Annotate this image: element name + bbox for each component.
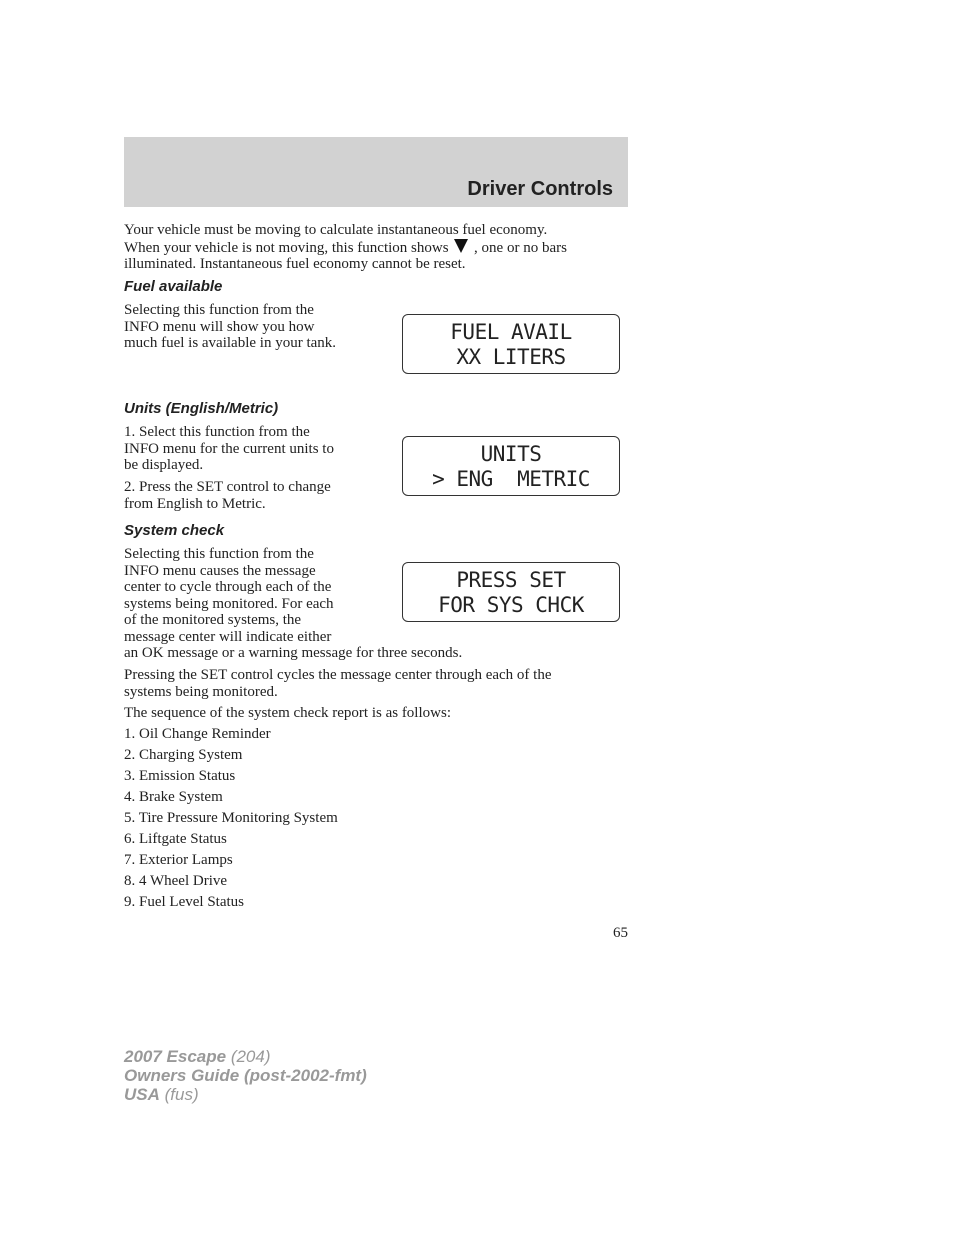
intro-line-3: illuminated. Instantaneous fuel economy cannot be reset. xyxy=(124,256,466,272)
text-line: systems being monitored. xyxy=(124,683,278,700)
document-footer xyxy=(124,1047,367,1104)
display-line-2: XX LITERS xyxy=(456,345,566,369)
section-title: Driver Controls xyxy=(467,178,613,200)
intro-line-2a: When your vehicle is not moving, this function shows xyxy=(124,239,449,256)
footer-market-code: (fus) xyxy=(159,1085,199,1104)
text-line: Pressing the SET control cycles the message center through each of the xyxy=(124,667,552,683)
intro-line-1: Your vehicle must be moving to calculate instantaneous fuel economy. xyxy=(124,222,548,238)
system-check-para-3: The sequence of the system check report is as follows: xyxy=(124,705,451,721)
footer-market: USA xyxy=(124,1085,160,1104)
list-item: 5. Tire Pressure Monitoring System xyxy=(124,810,338,826)
units-step-1 xyxy=(124,424,334,474)
text-line: from English to Metric. xyxy=(124,495,266,512)
display-line-2: FOR SYS CHCK xyxy=(438,593,584,617)
intro-paragraph xyxy=(124,222,567,273)
fuel-available-text xyxy=(124,302,336,352)
list-item: 3. Emission Status xyxy=(124,768,236,784)
text-line: INFO menu for the current units to xyxy=(124,440,334,457)
list-item: 2. Charging System xyxy=(124,747,243,763)
list-item: 7. Exterior Lamps xyxy=(124,852,233,868)
text-line: Selecting this function from the xyxy=(124,546,314,562)
footer-model-code: (204) xyxy=(226,1047,271,1066)
fuel-available-heading: Fuel available xyxy=(124,278,223,295)
page-number: 65 xyxy=(613,925,628,941)
fuel-avail-display xyxy=(402,314,620,374)
display-line-2: > ENG METRIC xyxy=(432,467,590,491)
section-header-band xyxy=(124,137,628,207)
list-item: 4. Brake System xyxy=(124,789,223,805)
units-step-2 xyxy=(124,479,331,512)
text-line: Selecting this function from the xyxy=(124,302,314,318)
text-line: be displayed. xyxy=(124,457,204,473)
text-line: center to cycle through each of the xyxy=(124,579,332,595)
footer-model: 2007 Escape xyxy=(124,1047,227,1066)
down-triangle-icon xyxy=(454,239,468,253)
text-line: message center will indicate either xyxy=(124,628,332,645)
text-line: 2. Press the SET control to change xyxy=(124,479,331,495)
list-item: 8. 4 Wheel Drive xyxy=(124,873,228,889)
text-line: INFO menu will show you how xyxy=(124,318,315,335)
list-item: 1. Oil Change Reminder xyxy=(124,726,271,742)
system-check-heading: System check xyxy=(124,522,225,539)
display-line-1: UNITS xyxy=(480,442,542,466)
text-line: INFO menu causes the message xyxy=(124,562,316,579)
intro-line-2b: , one or no bars xyxy=(474,239,567,256)
system-check-para-2 xyxy=(124,667,552,700)
system-check-display xyxy=(402,562,620,622)
footer-guide: Owners Guide (post-2002-fmt) xyxy=(124,1066,367,1085)
text-line: systems being monitored. For each xyxy=(124,595,334,612)
list-item: 9. Fuel Level Status xyxy=(124,894,244,910)
units-display xyxy=(402,436,620,496)
units-heading: Units (English/Metric) xyxy=(124,400,279,417)
text-line: of the monitored systems, the xyxy=(124,612,302,628)
list-item: 6. Liftgate Status xyxy=(124,831,227,847)
text-line: an OK message or a warning message for three seconds. xyxy=(124,645,463,661)
display-line-1: FUEL AVAIL xyxy=(450,320,572,344)
text-line: much fuel is available in your tank. xyxy=(124,335,337,351)
text-line: 1. Select this function from the xyxy=(124,424,310,440)
display-line-1: PRESS SET xyxy=(456,568,566,592)
